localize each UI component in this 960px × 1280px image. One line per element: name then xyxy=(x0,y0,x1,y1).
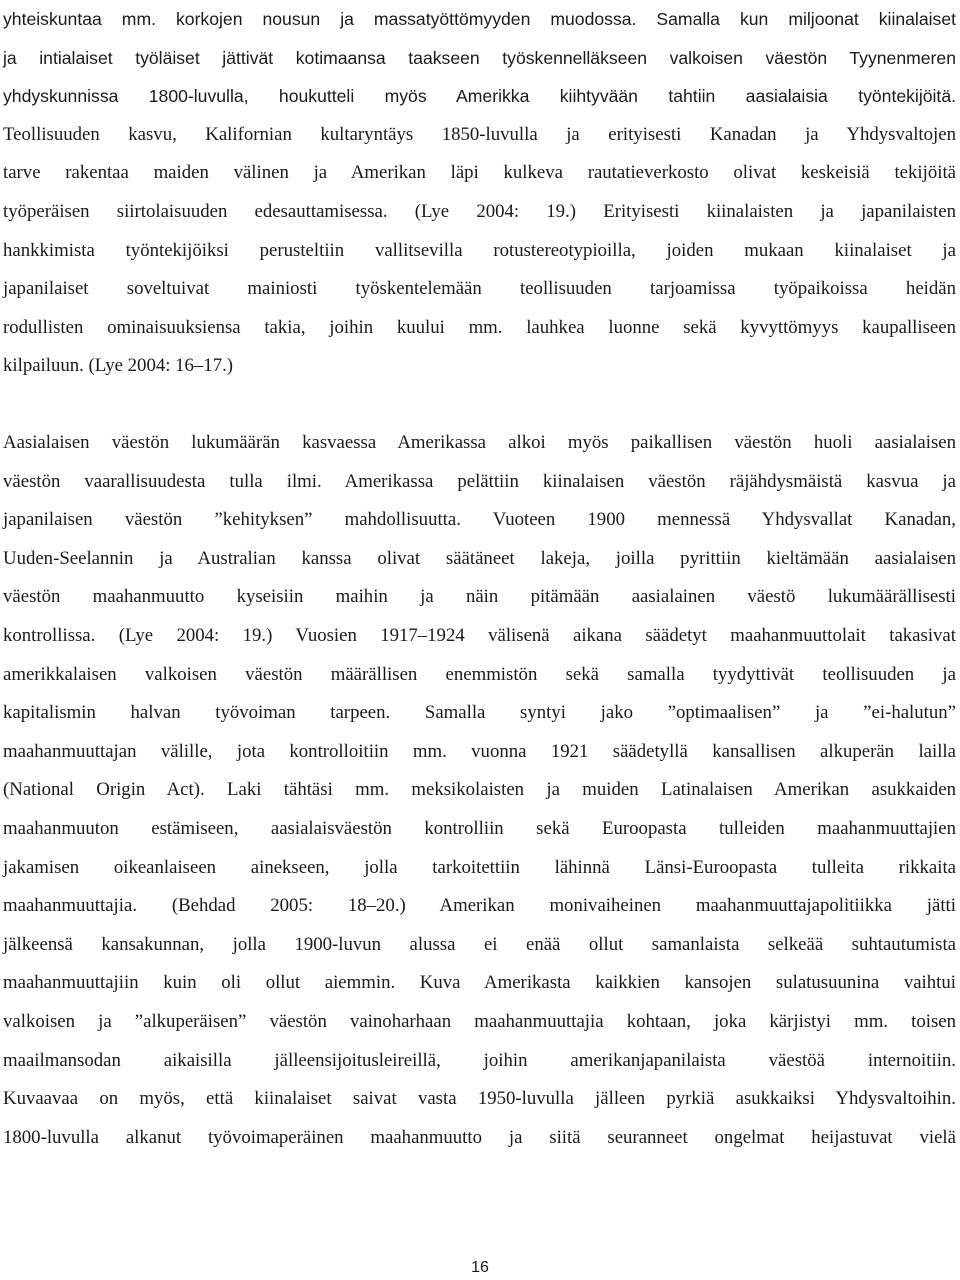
text-line: ja intialaiset työläiset jättivät kotimaansa taakseen työskennelläkseen valkoisen väestön Tyynenmeren xyxy=(3,47,956,68)
text-line: jälkeensä kansakunnan, jolla 1900-luvun alussa ei enää ollut samanlaista selkeää suhtautumista xyxy=(3,933,956,955)
text-line: kontrollissa. (Lye 2004: 19.) Vuosien 1917–1924 välisenä aikana säädetyt maahanmuuttolait takasivat xyxy=(3,624,956,646)
text-line: kilpailuun. (Lye 2004: 16–17.) xyxy=(3,355,234,377)
text-line: maahanmuuttajan välille, jota kontrolloitiin mm. vuonna 1921 säädetyllä kansallisen alkuperän lailla xyxy=(3,740,956,762)
text-line: 1800-luvulla alkanut työvoimaperäinen maahanmuutto ja siitä seuranneet ongelmat heijastuvat vielä xyxy=(3,1126,956,1148)
text-line: Kuvaavaa on myös, että kiinalaiset saivat vasta 1950-luvulla jälleen pyrkiä asukkaiksi Yhdysvaltoihin. xyxy=(3,1088,956,1110)
text-line: väestön maahanmuutto kyseisiin maihin ja näin pitämään aasialainen väestö lukumäärällisesti xyxy=(3,586,956,608)
text-line: kapitalismin halvan työvoiman tarpeen. Samalla syntyi jako ”optimaalisen” ja ”ei-halutun” xyxy=(3,702,956,724)
text-line: työperäisen siirtolaisuuden edesauttamisessa. (Lye 2004: 19.) Erityisesti kiinalaisten ja japanilaisten xyxy=(3,200,956,222)
text-line: rodullisten ominaisuuksiensa takia, joihin kuului mm. lauhkea luonne sekä kyvyttömyys kaupalliseen xyxy=(3,316,956,338)
text-line: maahanmuuton estämiseen, aasialaisväestön kontrolliin sekä Euroopasta tulleiden maahanmuuttajien xyxy=(3,817,956,839)
text-line: japanilaisen väestön ”kehityksen” mahdollisuutta. Vuoteen 1900 mennessä Yhdysvallat Kanadan, xyxy=(3,509,956,531)
text-line: yhteiskuntaa mm. korkojen nousun ja massatyöttömyyden muodossa. Samalla kun miljoonat kiinalaiset xyxy=(3,9,956,29)
text-line: maailmansodan aikaisilla jälleensijoitusleireillä, joihin amerikanjapanilaista väestöä internoitiin. xyxy=(3,1049,956,1071)
text-line: amerikkalaisen valkoisen väestön määrällisen enemmistön sekä samalla tyydyttivät teollisuuden ja xyxy=(3,663,956,685)
text-line: yhdyskunnissa 1800-luvulla, houkutteli myös Amerikka kiihtyvään tahtiin aasialaisia työntekijöitä. xyxy=(3,86,956,107)
text-line: (National Origin Act). Laki tähtäsi mm. meksikolaisten ja muiden Latinalaisen Amerikan asukkaiden xyxy=(3,779,956,801)
text-line: maahanmuuttajiin kuin oli ollut aiemmin. Kuva Amerikasta kaikkien kansojen sulatusuunina vaihtui xyxy=(3,972,956,994)
paragraph-1 xyxy=(3,0,956,386)
text-line: japanilaiset soveltuivat mainiosti työskentelemään teollisuuden tarjoamissa työpaikoissa heidän xyxy=(3,278,956,300)
text-line: Uuden-Seelannin ja Australian kanssa olivat säätäneet lakeja, joilla pyrittiin kieltämään aasialaisen xyxy=(3,547,956,569)
text-line: Aasialaisen väestön lukumäärän kasvaessa Amerikassa alkoi myös paikallisen väestön huoli aasialaisen xyxy=(3,432,956,453)
text-line: valkoisen ja ”alkuperäisen” väestön vainoharhaan maahanmuuttajia kohtaan, joka kärjistyi mm. toisen xyxy=(3,1010,956,1032)
text-line: hankkimista työntekijöiksi perusteltiin vallitsevilla rotustereotypioilla, joiden mukaan kiinalaiset ja xyxy=(3,239,956,261)
paragraph-2 xyxy=(3,424,956,1157)
text-line: Teollisuuden kasvu, Kalifornian kultaryntäys 1850-luvulla ja erityisesti Kanadan ja Yhdysvaltojen xyxy=(3,123,956,145)
text-line: maahanmuuttajia. (Behdad 2005: 18–20.) Amerikan monivaiheinen maahanmuuttajapolitiikka jätti xyxy=(3,895,956,917)
text-line: jakamisen oikeanlaiseen ainekseen, jolla tarkoitettiin lähinnä Länsi-Euroopasta tulleita rikkaita xyxy=(3,856,956,878)
page-number: 16 xyxy=(471,1259,489,1276)
text-line: tarve rakentaa maiden välinen ja Amerikan läpi kulkeva rautatieverkosto olivat keskeisiä tekijöitä xyxy=(3,162,956,184)
text-line: väestön vaarallisuudesta tulla ilmi. Amerikassa pelättiin kiinalaisen väestön räjähdysmäistä kasvua ja xyxy=(3,470,956,492)
